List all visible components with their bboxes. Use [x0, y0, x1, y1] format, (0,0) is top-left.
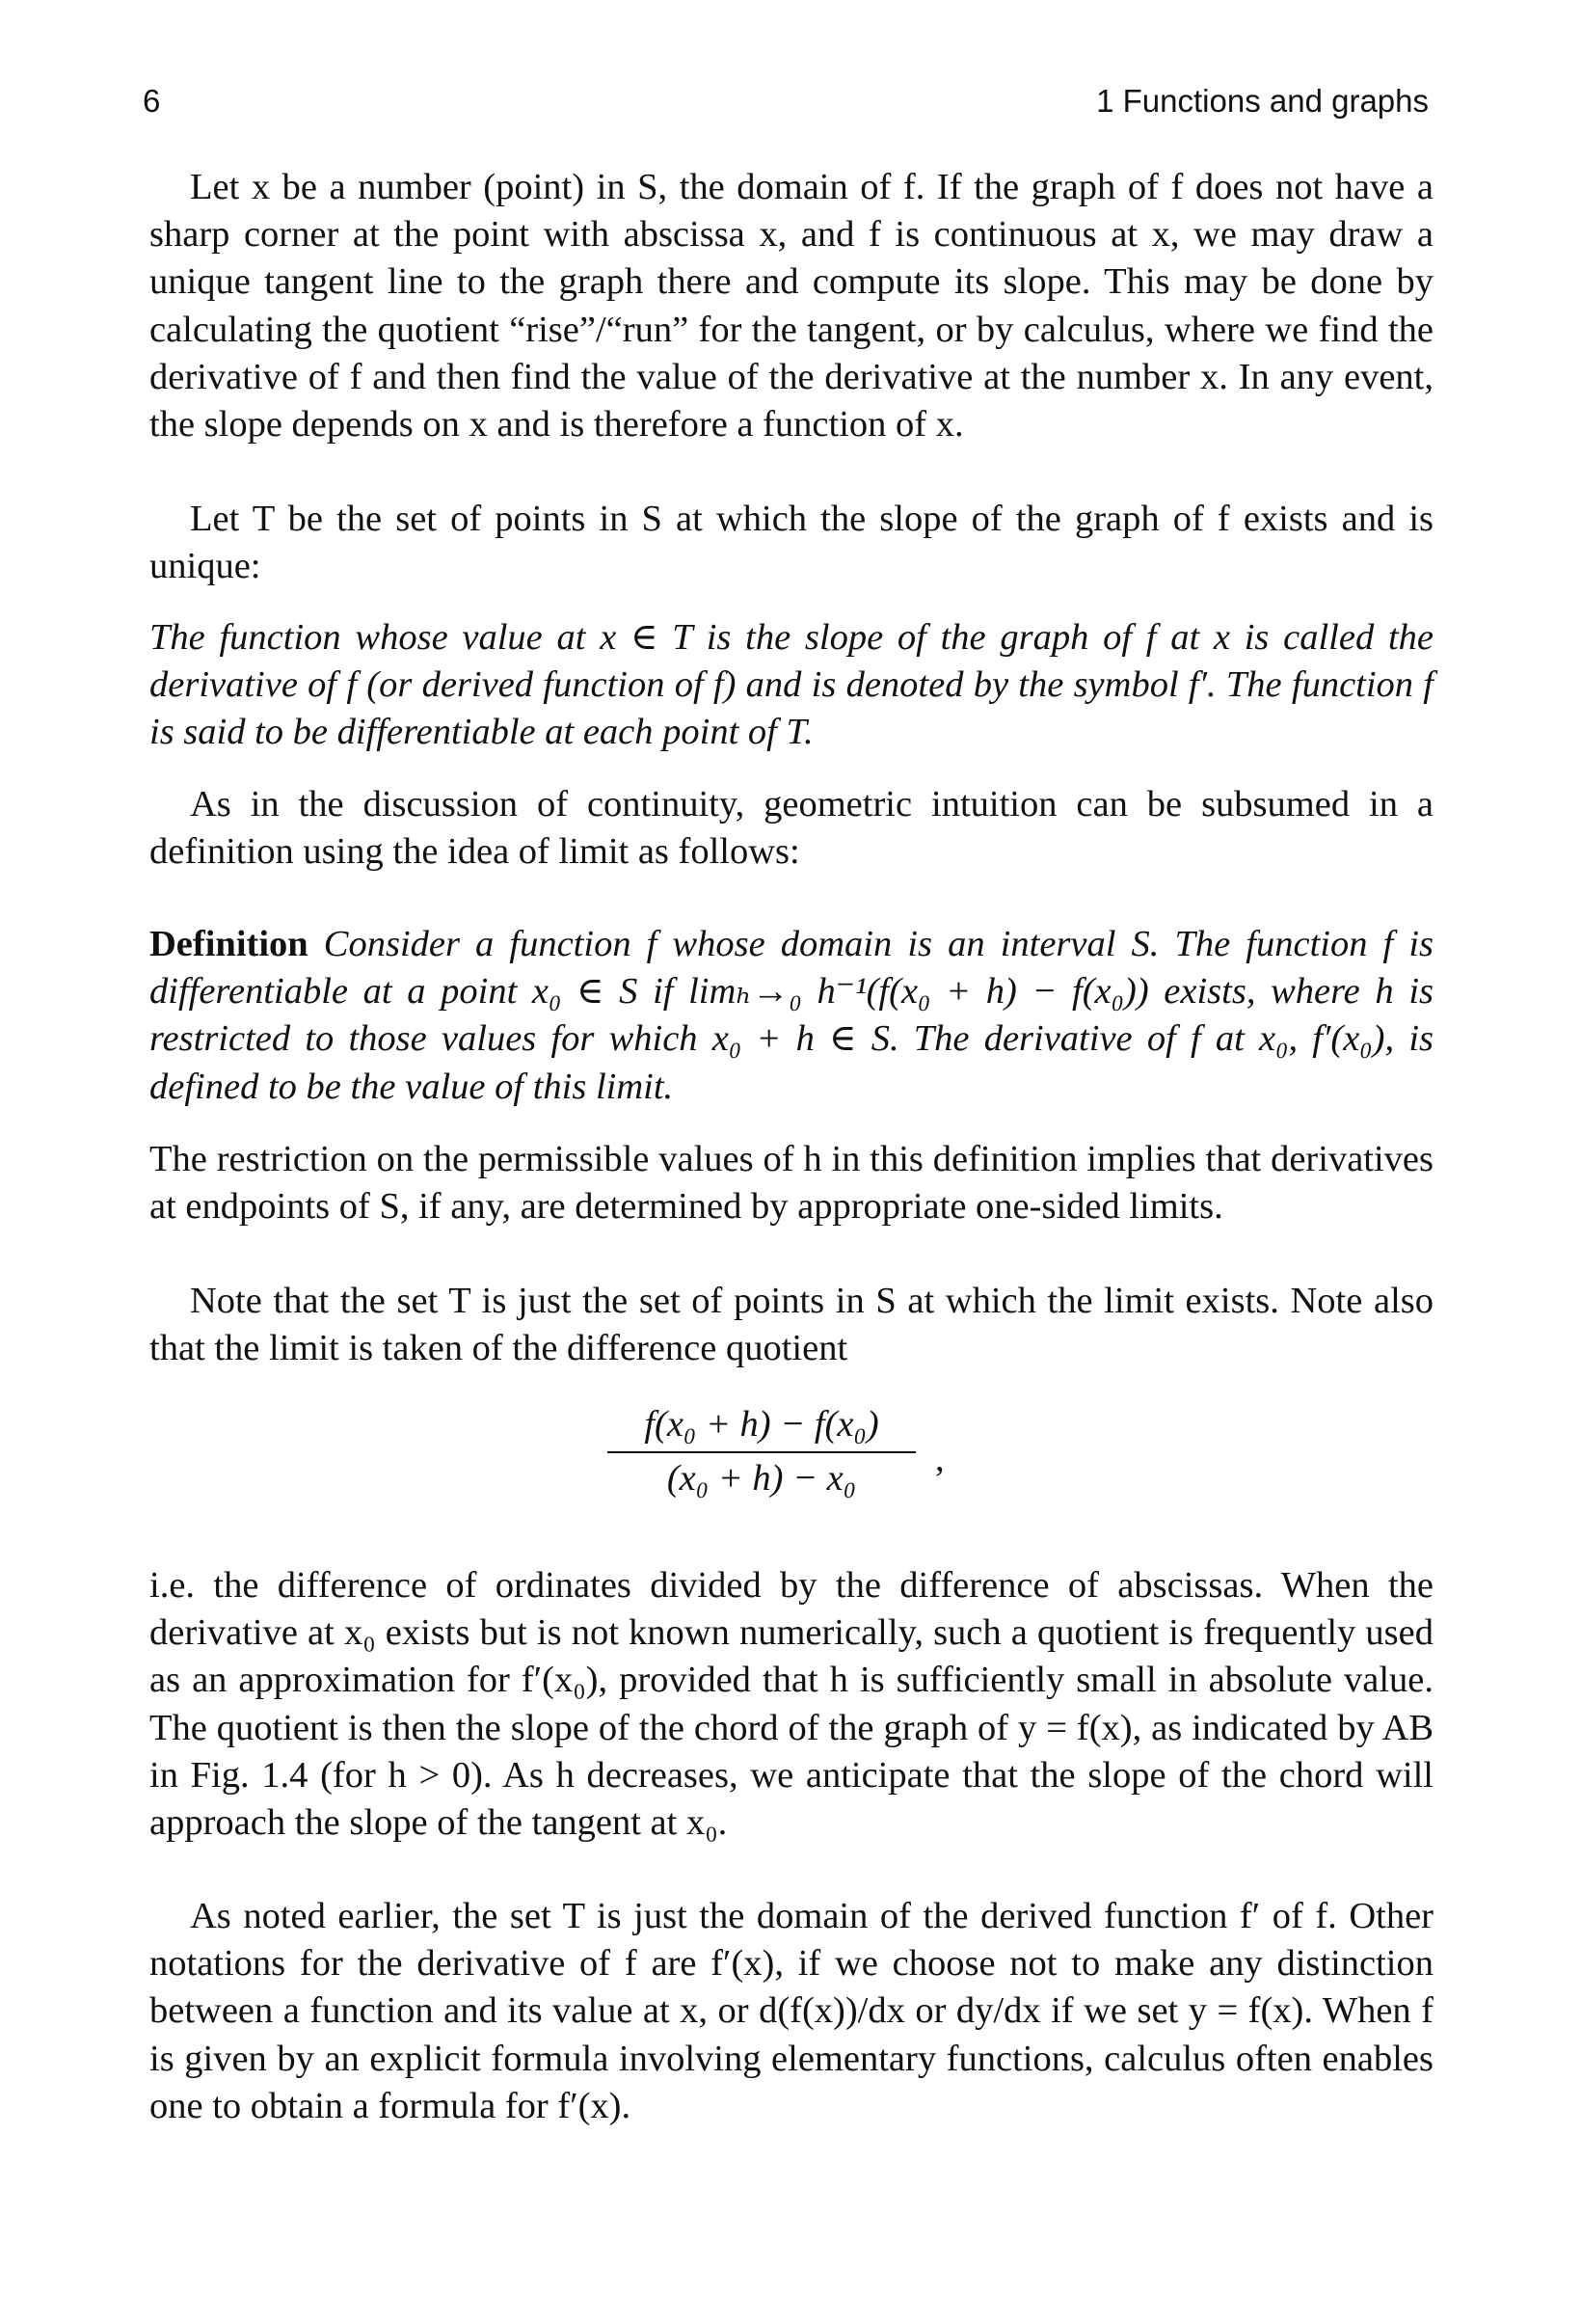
paragraph-chord: i.e. the difference of ordinates divided by the difference of abscissas. When the derivative at x₀ exists but is not known numerically, such a quotient is frequently used as an approximation for f′(x₀), provided that h is sufficiently small in absolute value. The quotient is then the slope of the chord of the graph of y = f(x), as indicated by AB in Fig. 1.4 (for h > 0). As h decreases, we anticipate that the slope of the chord will approach the slope of the tangent at x₀. — [149, 1565, 1434, 1844]
definition-block — [149, 921, 1434, 1111]
fraction-denominator: (x₀ + h) − x₀ — [666, 1458, 857, 1499]
paragraph-tangent-slope: Let x be a number (point) in S, the domain of f. If the graph of f does not have a sharp corner at the point with abscissa x, and f is continuous at x, we may draw a unique tangent line to the graph there and compute its slope. This may be done by calculating the quotient “rise”/“run” for the tangent, or by calculus, where we find the derivative of f and then find the value of the derivative at the number x. In any event, the slope depends on x and is therefore a function of x. — [149, 167, 1434, 446]
paragraph-restriction: The restriction on the permissible values of h in this definition implies that derivatives at endpoints of S, if any, are determined by appropriate one-sided limits. — [149, 1139, 1434, 1228]
paragraph-limit-intro: As in the discussion of continuity, geometric intuition can be subsumed in a definition using the idea of limit as follows: — [149, 784, 1434, 873]
equation-comma: , — [935, 1439, 945, 1479]
difference-quotient-equation — [607, 1403, 1012, 1500]
definition-text: Consider a function f whose domain is an interval S. The function f is differentiable at a point x₀ ∈ S if limₕ→₀ h⁻¹(f(x₀ + h) − f(x₀)) exists, where h is restricted to those values for which x₀ + h ∈ S. The derivative of f at x₀, f′(x₀), is defined to be the value of this limit. — [149, 924, 1434, 1107]
definition-label: Definition — [149, 924, 308, 964]
paragraph-derivative-statement: The function whose value at x ∈ T is the slope of the graph of f at x is called the derivative of f (or derived function of f) and is denoted by the symbol f′. The function f is said to be differentiable at each point of T. — [149, 617, 1434, 753]
paragraph-difference-quotient: Note that the set T is just the set of points in S at which the limit exists. Note also that the limit is taken of the difference quotient — [149, 1281, 1434, 1369]
page-number: 6 — [143, 83, 161, 119]
paragraph-set-t: Let T be the set of points in S at which the slope of the graph of f exists and is unique: — [149, 499, 1434, 587]
fraction-numerator: f(x₀ + h) − f(x₀) — [607, 1403, 916, 1453]
paragraph-notations: As noted earlier, the set T is just the domain of the derived function f′ of f. Other notations for the derivative of f are f′(x), if we choose not to make any distinction between a function and its value at x, or d(f(x))/dx or dy/dx if we set y = f(x). When f is given by an explicit formula involving elementary functions, calculus often enables one to obtain a formula for f′(x). — [149, 1896, 1434, 2126]
running-head: 1 Functions and graphs — [1096, 83, 1429, 119]
